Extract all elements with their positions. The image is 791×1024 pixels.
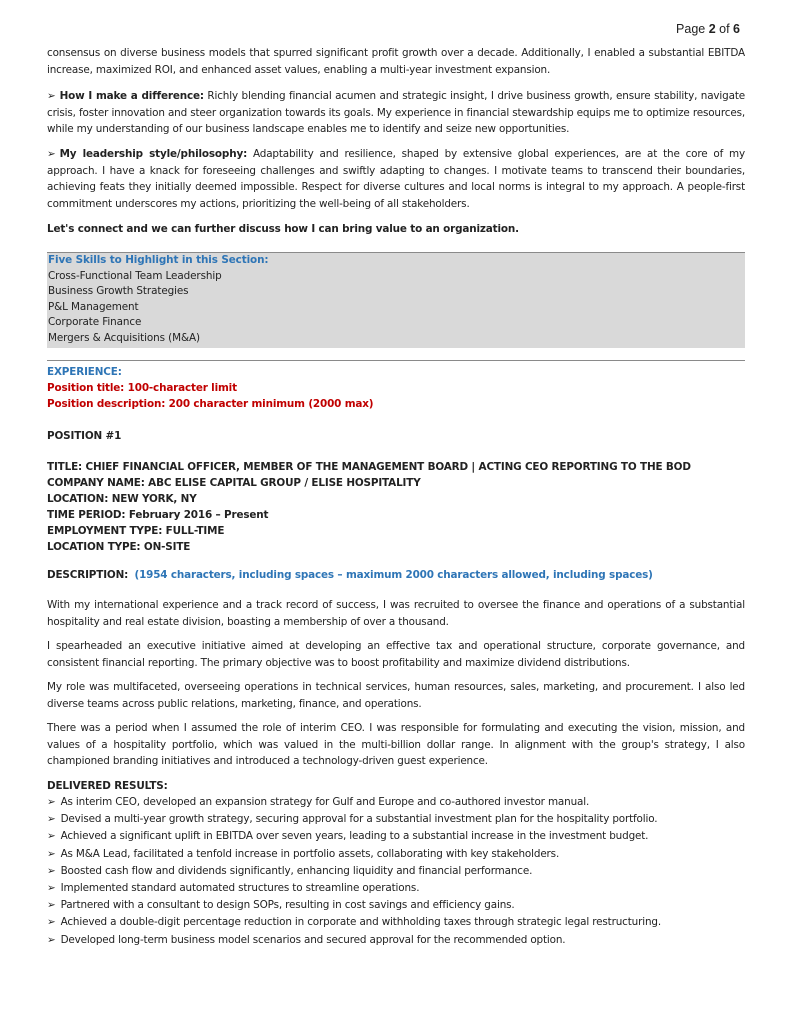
results-label: DELIVERED RESULTS:	[47, 780, 168, 792]
arrow-bullet-icon: ➢	[47, 933, 56, 946]
section-divider	[47, 360, 745, 361]
experience-header	[47, 364, 745, 412]
difference-text: Richly blending financial acumen and strategic insight, I drive business growth, ensure stability, navigate crisis, foster innovation and steer organization towards its goals. My experience in financial stewardship equips me to optimize resources, while my understanding of our business landscape enables me to identify and seize new opportunities.	[47, 90, 745, 136]
time-period: TIME PERIOD: February 2016 – Present	[47, 509, 269, 521]
arrow-bullet-icon: ➢	[47, 847, 56, 860]
company-name: COMPANY NAME: ABC ELISE CAPITAL GROUP / ELISE HOSPITALITY	[47, 477, 421, 489]
leadership-paragraph	[47, 146, 745, 212]
skill-item: Cross-Functional Team Leadership	[48, 269, 222, 282]
result-text: Implemented standard automated structures to streamline operations.	[60, 882, 420, 895]
description-label: DESCRIPTION:	[47, 569, 129, 581]
result-text: Developed long-term business model scenarios and secured approval for the recommended option.	[60, 933, 566, 946]
results-list	[47, 794, 745, 949]
summary-continuation: consensus on diverse business models that spurred significant profit growth over a decade. Additionally, I enabled a substantial EBITDA increase, maximized ROI, and enhanced asset values, enabling a multi-year investment expansion.	[47, 47, 745, 76]
arrow-bullet-icon: ➢	[47, 864, 56, 877]
result-item	[47, 863, 745, 880]
difference-label: How I make a difference:	[59, 90, 204, 102]
arrow-bullet-icon: ➢	[47, 916, 56, 929]
arrow-bullet-icon: ➢	[47, 90, 56, 102]
result-item	[47, 914, 745, 931]
page-total: 6	[733, 22, 740, 36]
skills-box	[47, 252, 745, 348]
closing-line: Let's connect and we can further discuss how I can bring value to an organization.	[47, 223, 519, 235]
result-item	[47, 794, 745, 811]
result-text: As interim CEO, developed an expansion strategy for Gulf and Europe and co-authored investor manual.	[60, 796, 590, 808]
result-text: Achieved a double-digit percentage reduction in corporate and withholding taxes through strategic legal restructuring.	[60, 916, 661, 929]
description-paragraph: With my international experience and a track record of success, I was recruited to oversee the finance and operations of a substantial hospitality and real estate division, boasting a membership of over a thousand.	[47, 599, 745, 628]
title-limit-note: Position title: 100-character limit	[47, 382, 237, 394]
arrow-bullet-icon: ➢	[47, 830, 56, 843]
result-item	[47, 811, 745, 828]
arrow-bullet-icon: ➢	[47, 882, 56, 895]
skills-header: Five Skills to Highlight in this Section:	[48, 254, 269, 266]
skill-item: Business Growth Strategies	[48, 285, 189, 298]
arrow-bullet-icon: ➢	[47, 796, 56, 808]
experience-heading: EXPERIENCE:	[47, 366, 122, 378]
page-mid: of	[715, 22, 734, 36]
employment-type: EMPLOYMENT TYPE: FULL-TIME	[47, 525, 225, 537]
difference-paragraph	[47, 88, 745, 138]
skill-item: Corporate Finance	[48, 316, 142, 329]
result-item	[47, 880, 745, 897]
leadership-label: My leadership style/philosophy:	[59, 148, 248, 160]
arrow-bullet-icon: ➢	[47, 899, 56, 912]
description-limit-note: Position description: 200 character minimum (2000 max)	[47, 398, 374, 410]
result-item	[47, 932, 745, 949]
position-label: POSITION #1	[47, 430, 122, 442]
description-paragraph: There was a period when I assumed the role of interim CEO. I was responsible for formulating and executing the vision, mission, and values of a hospitality portfolio, which was valued in the multi-billion dollar range. In alignment with the group's strategy, I also championed branding initiatives and introduced a technology-driven guest experience.	[47, 722, 745, 768]
result-item	[47, 846, 745, 863]
result-text: Achieved a significant uplift in EBITDA over seven years, leading to a substantial increase in the investment budget.	[60, 830, 649, 843]
position-title: TITLE: CHIEF FINANCIAL OFFICER, MEMBER OF THE MANAGEMENT BOARD | ACTING CEO REPORTING TO THE BOD	[47, 461, 691, 473]
arrow-bullet-icon: ➢	[47, 148, 56, 160]
page-number	[676, 22, 740, 36]
result-item	[47, 897, 745, 914]
result-item	[47, 828, 745, 845]
leadership-text: Adaptability and resilience, shaped by extensive global experiences, are at the core of my approach. I have a knack for foreseeing challenges and swiftly adapting to changes. I motivate teams to transcend their boundaries, achieving feats they initially deemed impossible. Respect for diverse cultures and local norms is integral to my approach. A people-first commitment underscores my actions, prioritizing the well-being of all stakeholders.	[47, 148, 745, 210]
page-current: 2	[708, 22, 716, 36]
result-text: As M&A Lead, facilitated a tenfold increase in portfolio assets, collaborating with key stakeholders.	[60, 847, 560, 860]
skill-item: P&L Management	[48, 300, 139, 313]
result-text: Partnered with a consultant to design SOPs, resulting in cost savings and efficiency gains.	[60, 899, 515, 912]
skill-item: Mergers & Acquisitions (M&A)	[48, 331, 200, 344]
page-prefix: Page	[676, 22, 709, 36]
description-note: (1954 characters, including spaces – maximum 2000 characters allowed, including spaces)	[134, 569, 653, 581]
arrow-bullet-icon: ➢	[47, 813, 56, 826]
position-fields	[47, 459, 745, 555]
location: LOCATION: NEW YORK, NY	[47, 493, 197, 505]
description-heading	[47, 567, 745, 583]
description-paragraph: My role was multifaceted, overseeing operations in technical services, human resources, sales, marketing, and procurement. I also led diverse teams across public relations, marketing, finance, and operations.	[47, 681, 745, 710]
result-text: Devised a multi-year growth strategy, securing approval for a substantial investment plan for the hospitality portfolio.	[60, 813, 658, 826]
result-text: Boosted cash flow and dividends significantly, enhancing liquidity and financial performance.	[60, 864, 533, 877]
location-type: LOCATION TYPE: ON-SITE	[47, 541, 191, 553]
description-paragraph: I spearheaded an executive initiative aimed at developing an effective tax and operational structure, corporate governance, and consistent financial reporting. The primary objective was to boost profitability and maximize dividend distributions.	[47, 640, 745, 669]
